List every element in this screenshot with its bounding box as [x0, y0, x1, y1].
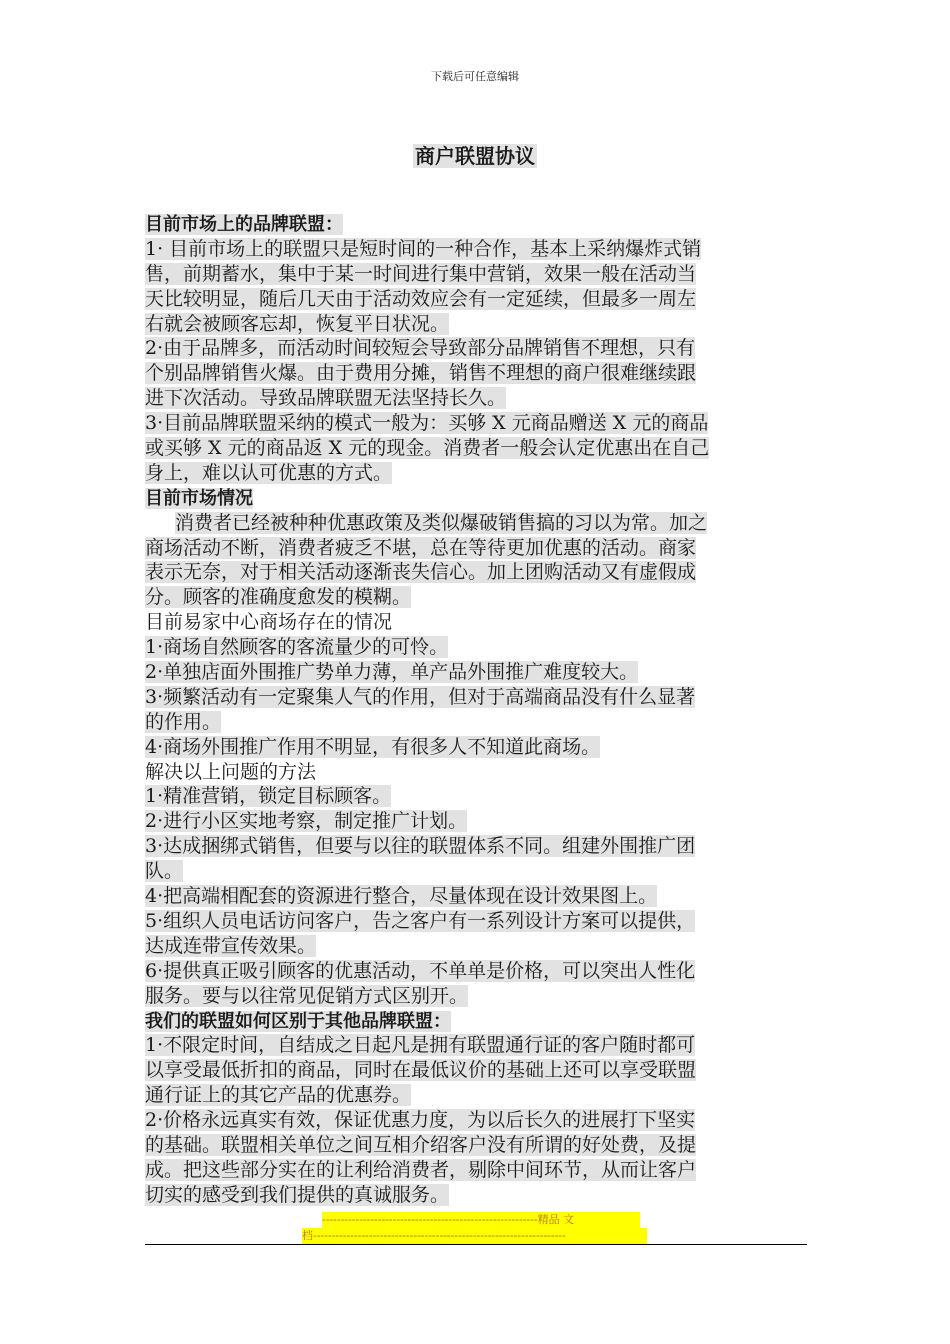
paragraph-line: [145, 809, 807, 834]
line-text: 解决以上问题的方法: [145, 760, 317, 783]
paragraph-line: [145, 1083, 807, 1108]
paragraph-line: [145, 461, 807, 486]
line-text: 分。顾客的准确度愈发的模糊。: [145, 586, 412, 609]
line-text: 目前市场情况: [145, 487, 253, 509]
paragraph-line: [145, 1183, 807, 1208]
paragraph-line: [145, 436, 807, 461]
section-heading: [145, 1009, 807, 1034]
paragraph-line: [145, 859, 807, 884]
line-text: 个别品牌销售火爆。由于费用分摊，销售不理想的商户很难继续跟: [145, 362, 697, 385]
line-text: 2·由于品牌多，而活动时间较短会导致部分品牌销售不理想，只有: [145, 337, 696, 360]
paragraph-line: [145, 959, 807, 984]
line-text: 目前易家中心商场存在的情况: [145, 611, 393, 634]
paragraph-line: [145, 560, 807, 585]
line-text: 天比较明显，随后几天由于活动效应会有一定延续，但最多一周左: [145, 287, 697, 310]
line-text: 以享受最低折扣的商品，同时在最低议价的基础上还可以享受联盟: [145, 1059, 697, 1082]
line-text: 3·频繁活动有一定聚集人气的作用，但对于高端商品没有什么显著: [145, 685, 696, 708]
line-text: 6·提供真正吸引顾客的优惠活动，不单单是价格，可以突出人性化: [145, 959, 696, 982]
line-text: 目前市场上的品牌联盟：: [145, 214, 343, 235]
document-title: [0, 140, 950, 169]
paragraph-line: [145, 934, 807, 959]
paragraph-line: [145, 710, 807, 735]
line-text: 身上，难以认可优惠的方式。: [145, 461, 393, 484]
line-text: 1·不限定时间，自结成之日起凡是拥有联盟通行证的客户随时都可: [145, 1034, 696, 1057]
line-text: 右就会被顾客忘却，恢复平日状况。: [145, 312, 450, 335]
paragraph-line: [145, 660, 807, 685]
line-text: 表示无奈，对于相关活动逐渐丧失信心。加上团购活动又有虚假成: [145, 561, 697, 584]
line-text: 我们的联盟如何区别于其他品牌联盟：: [145, 1010, 451, 1032]
line-text: 进下次活动。导致品牌联盟无法坚持长久。: [145, 387, 507, 410]
line-text: 3·目前品牌联盟采纳的模式一般为：买够 X 元商品赠送 X 元的商品: [145, 412, 709, 435]
document-body: [145, 212, 807, 1208]
line-text: 售，前期蓄水，集中于某一时间进行集中营销，效果一般在活动当: [145, 262, 697, 285]
paragraph-line: [145, 411, 807, 436]
paragraph-line: [145, 884, 807, 909]
line-text: 服务。要与以往常见促销方式区别开。: [145, 984, 469, 1007]
paragraph-line: [145, 585, 807, 610]
paragraph-line: [145, 635, 807, 660]
line-text: 切实的感受到我们提供的真诚服务。: [145, 1183, 450, 1206]
line-text: 的基础。联盟相关单位之间互相介绍客户没有所谓的好处费，及提: [145, 1133, 697, 1156]
paragraph-line: [145, 237, 807, 262]
line-text: 成。把这些部分实在的让利给消费者，剔除中间环节，从而让客户: [145, 1158, 697, 1181]
paragraph-line: [145, 984, 807, 1009]
paragraph-line: [145, 1133, 807, 1158]
paragraph-line: [145, 1058, 807, 1083]
line-text: 2·单独店面外围推广势单力薄，单产品外围推广难度较大。: [145, 661, 639, 684]
paragraph-line: [145, 834, 807, 859]
line-text: 2·价格永远真实有效，保证优惠力度，为以后长久的进展打下坚实: [145, 1109, 696, 1132]
paragraph-line: [145, 1033, 807, 1058]
line-text: 3·达成捆绑式销售，但要与以往的联盟体系不同。组建外围推广团: [145, 835, 696, 858]
paragraph-line: [145, 735, 807, 760]
footer-line-2: 档--------------------------------------------------------------------: [302, 1228, 647, 1244]
line-text: 通行证上的其它产品的优惠券。: [145, 1084, 412, 1107]
paragraph-line: [145, 1158, 807, 1183]
paragraph-line: [145, 312, 807, 337]
line-text: 1· 目前市场上的联盟只是短时间的一种合作，基本上采纳爆炸式销: [145, 237, 702, 260]
document-title-text: 商户联盟协议: [415, 144, 535, 168]
line-text: 2·进行小区实地考察，制定推广计划。: [145, 810, 468, 833]
paragraph-line: [145, 610, 807, 635]
line-text: 或买够 X 元的商品返 X 元的现金。消费者一般会认定优惠出在自己: [145, 437, 710, 460]
paragraph-line: [145, 262, 807, 287]
paragraph-line: [145, 784, 807, 809]
line-text: 达成连带宣传效果。: [145, 934, 317, 957]
paragraph-line: [145, 536, 807, 561]
paragraph-line: [145, 361, 807, 386]
line-text: 商场活动不断，消费者疲乏不堪，总在等待更加优惠的活动。商家: [145, 536, 697, 559]
paragraph-line: [145, 1108, 807, 1133]
footer-line-1: ----------------------------------------------------------精品 文: [322, 1212, 640, 1228]
paragraph-line: [145, 511, 807, 536]
paragraph-line: [145, 287, 807, 312]
paragraph-line: [145, 386, 807, 411]
paragraph-line: [145, 336, 807, 361]
footer-rule: [145, 1244, 807, 1245]
line-text: 1·商场自然顾客的客流量少的可怜。: [145, 636, 449, 659]
line-text: 的作用。: [145, 710, 222, 733]
section-heading: [145, 486, 807, 511]
footer-watermark: [302, 1212, 642, 1244]
paragraph-line: [145, 685, 807, 710]
line-text: 1·精准营销，锁定目标顾客。: [145, 785, 392, 808]
line-text: 5·组织人员电话访问客户，告之客户有一系列设计方案可以提供，: [145, 909, 696, 932]
paragraph-line: [145, 760, 807, 785]
line-text: 4·商场外围推广作用不明显，有很多人不知道此商场。: [145, 735, 601, 758]
line-text: 4·把高端相配套的资源进行整合，尽量体现在设计效果图上。: [145, 885, 658, 908]
section-heading: [145, 212, 807, 237]
page-header: 下载后可任意编辑: [431, 70, 519, 83]
line-text: 消费者已经被种种优惠政策及类似爆破销售搞的习以为常。加之: [175, 511, 708, 534]
paragraph-line: [145, 909, 807, 934]
line-text: 队。: [145, 860, 184, 883]
